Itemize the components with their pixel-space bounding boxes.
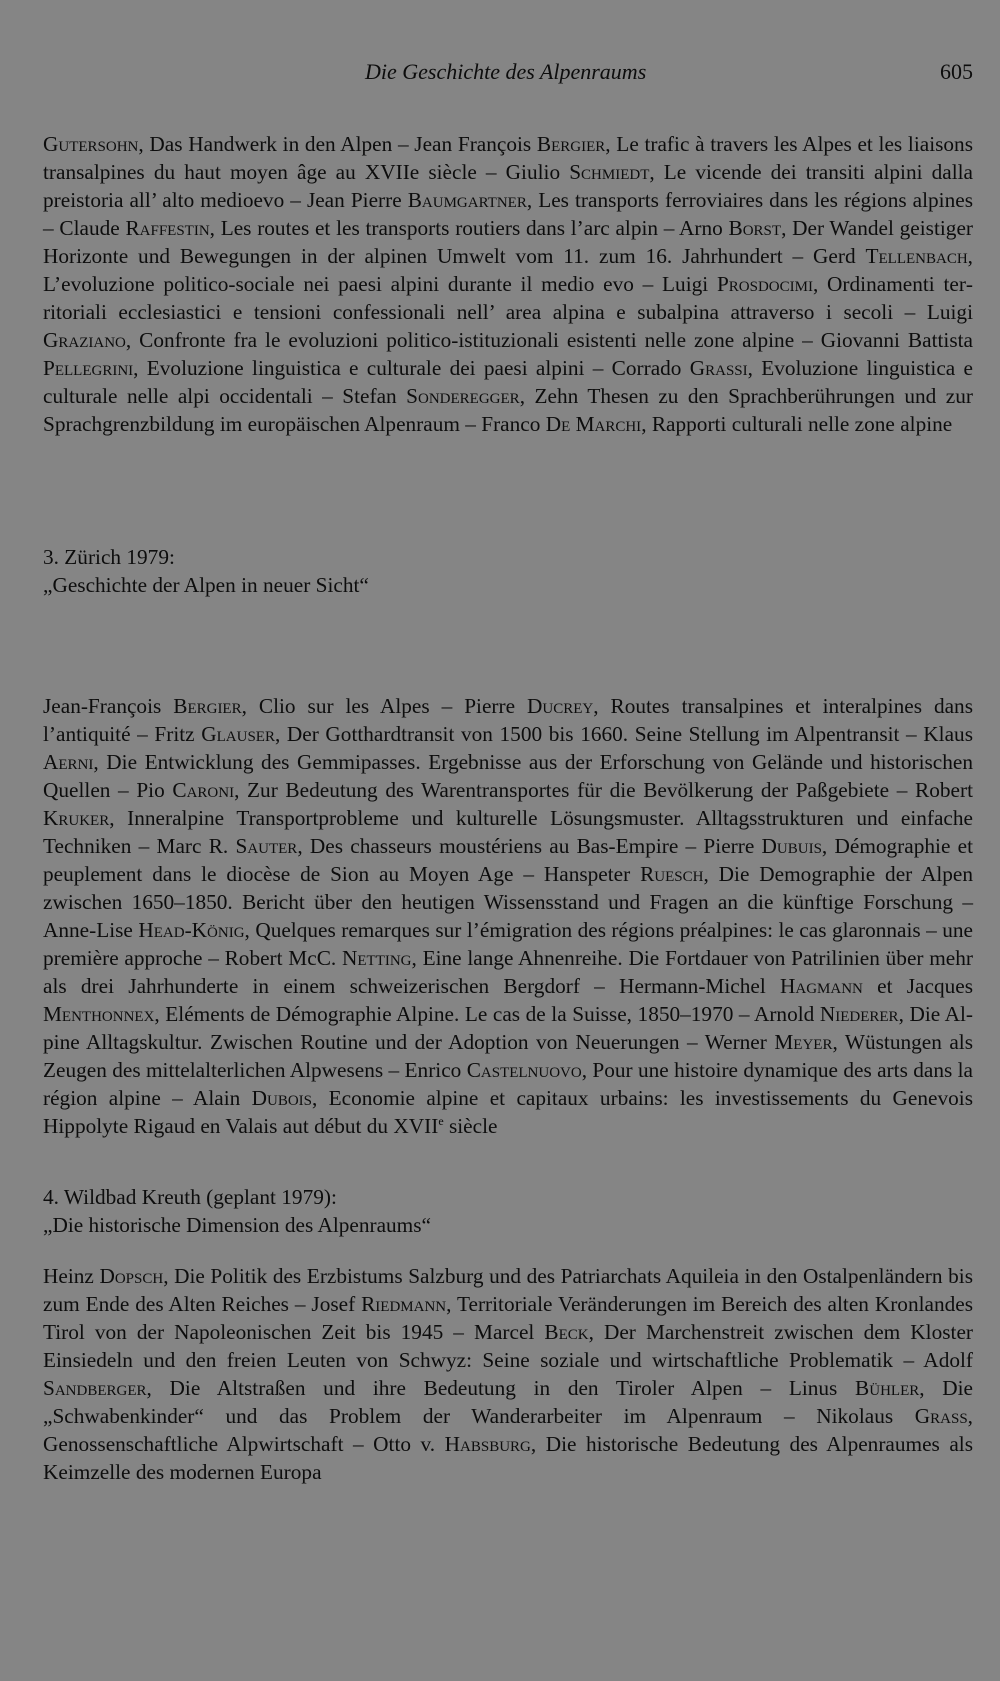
entry-text: , Les transports ferroviaires dans les régions alpines – Claude [43, 188, 973, 240]
entry-text: , Der Wandel geistiger Horizonte und Bewegungen in der alpinen Umwelt vom 11. zum 16. Jahrhundert – Gerd [43, 216, 973, 268]
author-surname: De Marchi [545, 412, 642, 436]
paragraph-conference-2-contributions [43, 130, 973, 438]
paragraph-wildbad-kreuth-contributions [43, 1262, 973, 1486]
author-surname: Ducrey [527, 694, 594, 718]
entry-text: Heinz [43, 1264, 100, 1288]
author-surname: Hagmann [780, 974, 863, 998]
running-head [43, 56, 973, 88]
entry-text: , Der Gotthardtransit von 1500 bis 1660. Seine Stellung im Alpentransit – Klaus [274, 722, 973, 746]
entry-text: siècle [443, 1114, 498, 1138]
author-surname: Bergier [536, 132, 606, 156]
page-number: 605 [940, 59, 973, 84]
author-surname: Ruesch [640, 862, 704, 886]
author-surname: Raffestin [125, 216, 210, 240]
entry-text: , Wüstungen als Zeugen des mittelalterlichen Alpwesens – Enrico [43, 1030, 974, 1082]
author-surname: Prosdocimi [716, 272, 813, 296]
entry-text: , Eléments de Démographie Alpine. Le cas de la Suisse, 1850–1970 – Arnold [154, 1002, 820, 1026]
entry-text: , Clio sur les Alpes – Pierre [241, 694, 528, 718]
entry-text: , Die historische Bedeutung des Alpenraumes als Keimzelle des modernen Europa [43, 1432, 973, 1484]
entry-text: , Die Altstraßen und ihre Bedeutung in den Tiroler Alpen – Linus [146, 1376, 856, 1400]
entry-text: , Inneralpine Transportprobleme und kulturelle Lösungsmuster. Alltagsstrukturen und einfache Techniken – Marc R. [43, 806, 973, 858]
entry-text: , Die „Schwabenkinder“ und das Problem der Wanderarbeiter im Alpenraum – Nikolaus [43, 1376, 973, 1428]
author-surname: Dopsch [99, 1264, 164, 1288]
entry-text: , Le trafic à travers les Alpes et les liaisons transalpines du haut moyen âge au XVIIe siècle – Giulio [43, 132, 973, 184]
entry-text: , Quelques remarques sur l’émigration des régions préalpines: le cas glaronnais – une première approche – Robert McC. [43, 918, 973, 970]
entry-text: , Evoluzione linguistica e culturale dei paesi alpini – Corrado [133, 356, 690, 380]
author-surname: Habsburg [444, 1432, 531, 1456]
author-surname: Sandberger [43, 1376, 147, 1400]
author-surname: Beck [544, 1320, 589, 1344]
section-subtitle-wildbad-kreuth: „Die historische Dimension des Alpenraums“ [43, 1213, 431, 1237]
entry-text: , Evoluzione linguistica e culturale nelle alpi occidentali – Stefan [43, 356, 973, 408]
entry-text: , Démographie et peuplement dans le diocèse de Sion au Moyen Age – Hanspeter [43, 834, 974, 886]
entry-text: , Der Marchenstreit zwischen dem Kloster Einsiedeln und den freien Leuten von Schwyz: Seine soziale und wirtschaftliche Problematik – Adolf [43, 1320, 973, 1372]
author-surname: Glauser [201, 722, 275, 746]
entry-text: , Des chasseurs moustériens au Bas-Empire – Pierre [297, 834, 762, 858]
author-surname: Grass [914, 1404, 968, 1428]
section-heading-wildbad-kreuth: 4. Wildbad Kreuth (geplant 1979): [43, 1185, 337, 1209]
entry-text: , Die Entwicklung des Gemmipasses. Ergebnisse aus der Erforschung von Gelände und historischen Quellen – Pio [43, 750, 973, 802]
author-surname: Kruker [43, 806, 110, 830]
entry-text: , Confronte fra le evoluzioni politico-istituzionali esistenti nelle zone alpine – Giovanni Battista [125, 328, 973, 352]
entry-text: , Rapporti culturali nelle zone alpine [641, 412, 953, 436]
entry-text: , Pour une histoire dynamique des arts dans la région alpine – Alain [43, 1058, 973, 1110]
section-heading-zurich: 3. Zürich 1979: [43, 545, 175, 569]
author-surname: Bühler [855, 1376, 920, 1400]
author-surname: Grassi [689, 356, 748, 380]
author-surname: Dubois [251, 1086, 312, 1110]
author-surname: Baumgartner [407, 188, 527, 212]
author-surname: Sonderegger [406, 384, 520, 408]
author-surname: Aerni [43, 750, 94, 774]
author-surname: Niederer [819, 1002, 899, 1026]
author-surname: Caroni [172, 778, 235, 802]
entry-text: Jean-François [43, 694, 174, 718]
author-surname: Menthonnex [43, 1002, 155, 1026]
entry-text: , Die Politik des Erzbistums Salzburg und des Patriarchats Aquileia in den Ostalpenländern bis zum Ende des Alten Reiches – Josef [43, 1264, 973, 1316]
entry-text: , Eine lange Ahnenreihe. Die Fortdauer von Patrilinien über mehr als drei Jahrhunderte in einem schweizerischen Bergdorf – Hermann-Michel [43, 946, 973, 998]
author-surname: Sauter [235, 834, 298, 858]
entry-text: , Zur Bedeutung des Warentransportes für die Bevölkerung der Paßgebiete – Robert [234, 778, 974, 802]
author-surname: Riedmann [361, 1292, 447, 1316]
author-surname: Tellenbach [865, 244, 968, 268]
author-surname: Castelnuovo [466, 1058, 582, 1082]
entry-text: , Die Demographie der Alpen zwischen 1650–1850. Bericht über den heutigen Wissensstand und Fragen an die künftige Forschung – Anne-Lise [43, 862, 973, 942]
author-surname: Meyer [774, 1030, 833, 1054]
author-surname: Gutersohn [43, 132, 139, 156]
superscript: e [438, 1113, 444, 1128]
running-title: Die Geschichte des Alpenraums [365, 59, 647, 84]
entry-text: , Les routes et les transports routiers dans l’arc alpin – Arno [209, 216, 729, 240]
entry-text: , Ordinamenti territoriali ecclesiastici e tensioni confessionali nell’ area alpina e subalpina attraverso i secoli – Luigi [43, 272, 974, 324]
entry-text: , Die Alpine Alltagskultur. Zwischen Routine und der Adoption von Neuerungen – Werner [43, 1002, 973, 1054]
entry-text: , Le vicende dei transiti alpini dalla preistoria all’ alto medioevo – Jean Pierre [43, 160, 973, 212]
entry-text: , Routes transalpines et interalpines dans l’antiquité – Fritz [43, 694, 973, 746]
author-surname: Netting [341, 946, 412, 970]
paragraph-zurich-contributions [43, 692, 973, 1140]
entry-text: , Das Handwerk in den Alpen – Jean François [138, 132, 537, 156]
entry-text: , Territoriale Veränderungen im Bereich des alten Kronlandes Tirol von der Napoleonischen Zeit bis 1945 – Marcel [43, 1292, 974, 1344]
author-surname: Pellegrini [43, 356, 134, 380]
author-surname: Bergier [173, 694, 242, 718]
entry-text: , Genossenschaftliche Alpwirtschaft – Otto v. [43, 1404, 973, 1456]
author-surname: Dubuis [761, 834, 822, 858]
author-surname: Schmiedt [569, 160, 650, 184]
author-surname: Borst [728, 216, 782, 240]
entry-text: , Economie alpine et capitaux urbains: les investissements du Genevois Hippolyte Rigaud en Valais aut début du XVII [43, 1086, 973, 1138]
entry-text: , L’evoluzione politico-sociale nei paesi alpini durante il medio evo – Luigi [43, 244, 973, 296]
section-subtitle-zurich: „Geschichte der Alpen in neuer Sicht“ [43, 573, 369, 597]
entry-text: et Jacques [862, 974, 973, 998]
entry-text: , Zehn Thesen zu den Sprachberührungen und zur Sprachgrenzbildung im europäischen Alpenraum – Franco [43, 384, 973, 436]
author-surname: Graziano [43, 328, 126, 352]
author-surname: Head-König [138, 918, 245, 942]
